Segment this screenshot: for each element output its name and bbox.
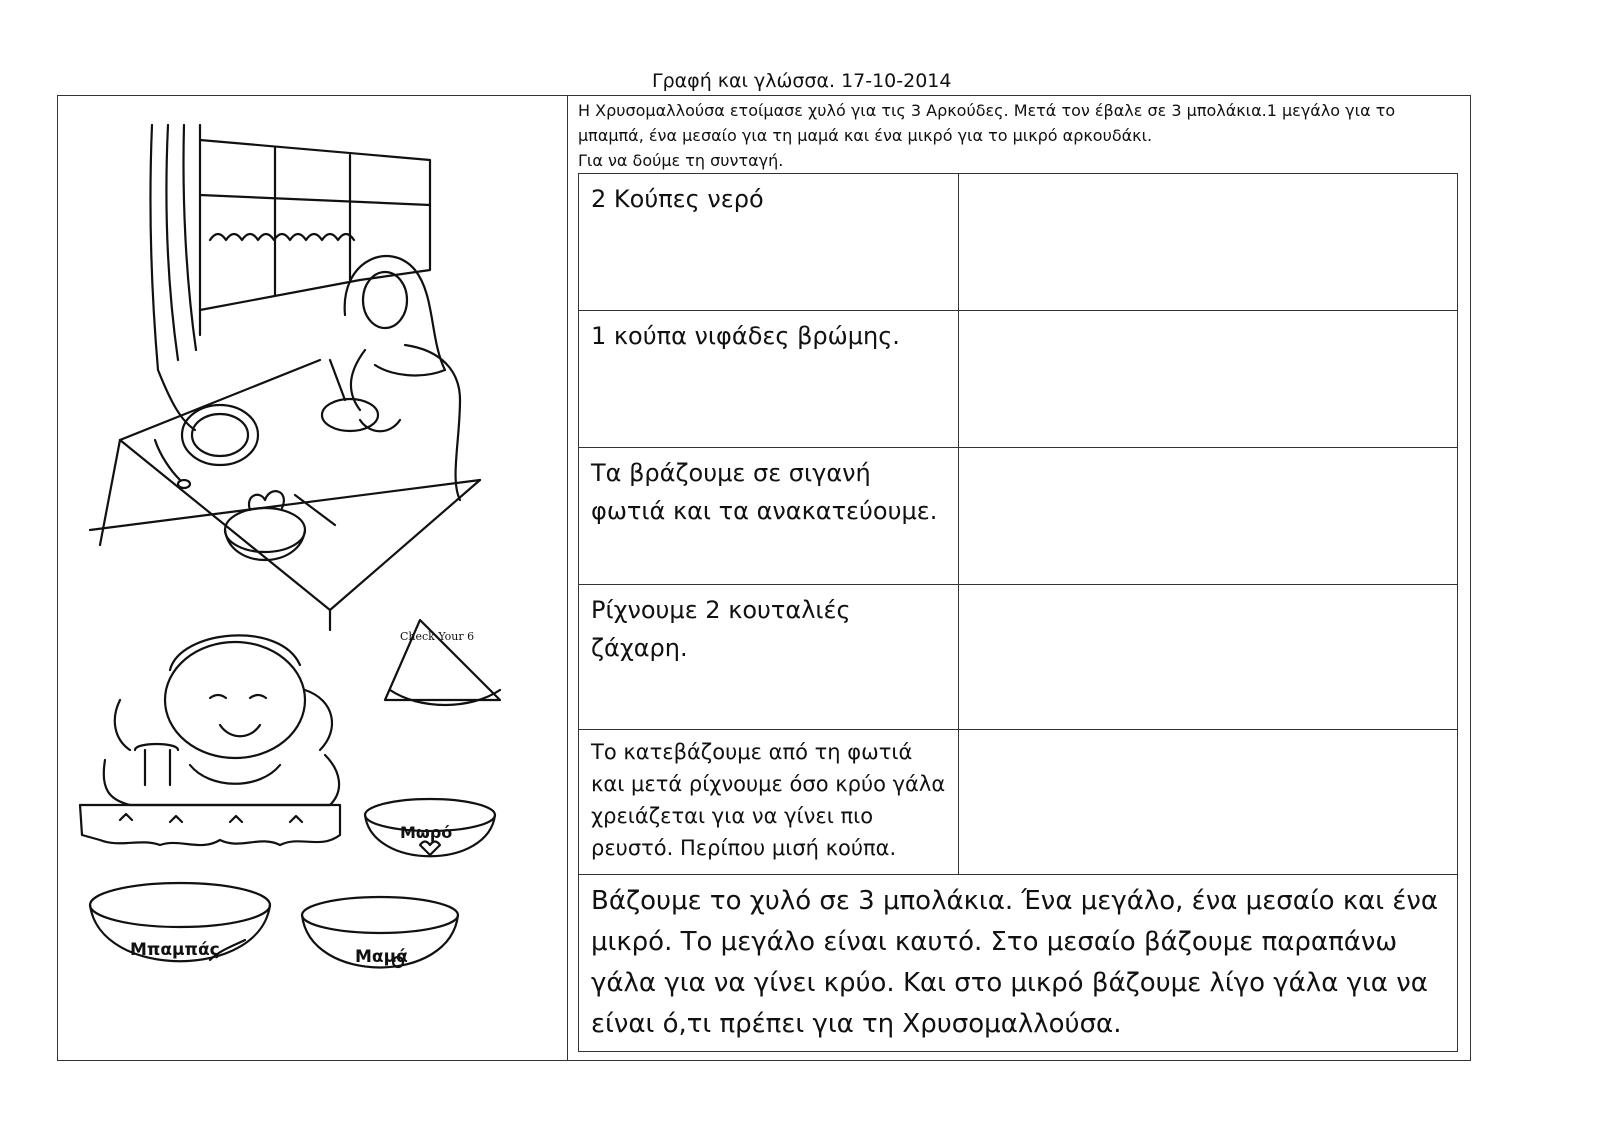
goldilocks-illustration: [60, 100, 560, 1055]
recipe-final-step: Βάζουμε το χυλό σε 3 μπολάκια. Ένα μεγάλο, ένα μεσαίο και ένα μικρό. Το μεγάλο είναι καυτό. Στο μεσαίο βάζουμε παραπάνω γάλα για να γίνει κρύο. Και στο μικρό βάζουμε λίγο γάλα για να είναι ό,τι πρέπει για τη Χρυσομαλλούσα.: [579, 875, 1458, 1052]
girl-stirring-drawing: [322, 256, 460, 500]
food-pyramid-logo: [385, 620, 500, 705]
answer-cell-5[interactable]: [958, 730, 1457, 875]
curtain-drawing: [150, 125, 200, 430]
answer-cell-2[interactable]: [958, 311, 1457, 448]
answer-cell-4[interactable]: [958, 585, 1457, 730]
recipe-row: [579, 311, 1458, 448]
recipe-step-5: Το κατεβάζουμε από τη φωτιά και μετά ρίχνουμε όσο κρύο γάλα χρειάζεται για να γίνει πιο ρευστό. Περίπου μισή κούπα.: [579, 730, 959, 875]
window-drawing: [200, 140, 430, 310]
recipe-step-1: 2 Κούπες νερό: [579, 174, 959, 311]
bowl-medium: [302, 897, 458, 968]
bowl-label-small: Μωρό: [400, 823, 453, 842]
page-title: Γραφή και γλώσσα. 17-10-2014: [652, 70, 952, 92]
bowl-large: [90, 883, 270, 961]
recipe-row: [579, 585, 1458, 730]
recipe-step-2: 1 κούπα νιφάδες βρώμης.: [579, 311, 959, 448]
recipe-row: [579, 174, 1458, 311]
intro-text: [578, 98, 1458, 173]
table-bowls-drawing: [155, 405, 335, 560]
bowl-small: [365, 799, 495, 856]
recipe-row: [579, 875, 1458, 1052]
bowl-label-medium: Μαμά: [355, 947, 408, 967]
recipe-step-3: Τα βράζουμε σε σιγανή φωτιά και τα ανακατεύουμε.: [579, 448, 959, 585]
table-drawing: [90, 360, 480, 630]
bowl-label-large: Μπαμπάς: [130, 940, 220, 960]
placemat-drawing: [80, 805, 340, 845]
answer-cell-1[interactable]: [958, 174, 1457, 311]
child-eating-drawing: [104, 635, 339, 805]
intro-line-2: Για να δούμε τη συνταγή.: [578, 151, 784, 170]
recipe-row: [579, 730, 1458, 875]
column-divider: [567, 95, 568, 1061]
recipe-row: [579, 448, 1458, 585]
logo-text: Check Your 6: [400, 630, 475, 643]
answer-cell-3[interactable]: [958, 448, 1457, 585]
recipe-table: [578, 173, 1458, 1052]
intro-line-1: Η Χρυσομαλλούσα ετοίμασε χυλό για τις 3 Αρκούδες. Μετά τον έβαλε σε 3 μπολάκια.1 μεγάλο για το μπαμπά, ένα μεσαίο για τη μαμά και ένα μικρό για το μικρό αρκουδάκι.: [578, 101, 1396, 145]
recipe-step-4: Ρίχνουμε 2 κουταλιές ζάχαρη.: [579, 585, 959, 730]
